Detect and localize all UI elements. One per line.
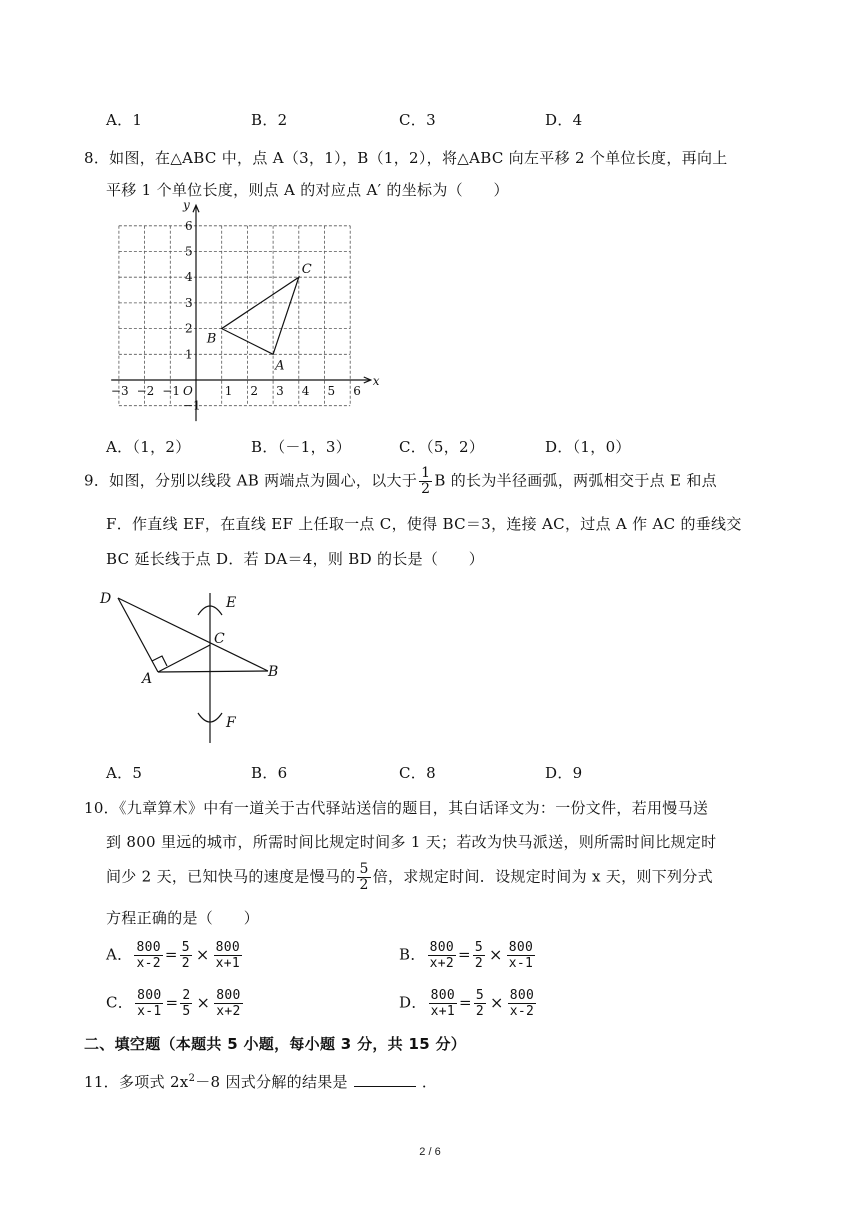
q7-option-a: A．1 xyxy=(106,111,143,129)
q11-line: 11．多项式 $2x^2-8$ 因式分解的结果是 ． xyxy=(84,1073,438,1091)
y-tick-label: 3 xyxy=(185,295,193,310)
label-a: A xyxy=(142,671,153,687)
q9-option-a: A．5 xyxy=(106,764,143,782)
point-label-a: A xyxy=(275,358,285,374)
section-2-heading: 二、填空题（本题共 5 小题，每小题 3 分，共 15 分） xyxy=(84,1035,467,1053)
q10-option-b: B． $\frac{800}{x+2}$ = $\frac{5}{2}$ × $\frac{800}{x-1}$ xyxy=(399,940,534,971)
y-tick-label: 5 xyxy=(185,244,193,259)
q8-option-d: D．（1，0） xyxy=(545,438,631,456)
triangle-abc xyxy=(222,277,299,354)
line-ab xyxy=(158,671,268,672)
label-b: B xyxy=(268,664,279,680)
x-tick-label: 3 xyxy=(276,384,284,398)
q10-option-d: D． $\frac{800}{x+1}$ = $\frac{5}{2}$ × $\frac{800}{x-2}$ xyxy=(399,988,535,1019)
q9-option-b: B．6 xyxy=(251,764,288,782)
q9-line3: BC 延长线于点 D．若 DA＝4，则 BD 的长是（ ） xyxy=(106,550,485,568)
q10-line1: 10．《九章算术》中有一道关于古代驿站送信的题目，其白话译文为：一份文件，若用慢马送 xyxy=(84,799,709,817)
q9-line1: 9．如图，分别以线段 AB 两端点为圆心，以大于 $\frac{1}{2}$ B 的长为半径画弧，两弧相交于点 E 和点 xyxy=(84,465,717,497)
y-axis-label: y xyxy=(183,198,190,213)
q8-coordinate-figure xyxy=(96,196,396,428)
x-tick-label: 4 xyxy=(301,384,310,398)
x-tick-label: −3 xyxy=(110,384,129,398)
q10-line4: 方程正确的是（ ） xyxy=(106,909,260,927)
y-tick-label: −1 xyxy=(183,398,201,413)
q7-option-d: D．4 xyxy=(545,111,583,129)
q10-line3: 间少 2 天，已知快马的速度是慢马的 $\frac{5}{2}$ 倍，求规定时间．设规定时间为 x 天，则下列分式 xyxy=(106,861,713,893)
y-tick-label: 4 xyxy=(185,270,193,285)
q8-option-a: A．（1，2） xyxy=(106,438,191,456)
q11-answer-blank[interactable] xyxy=(354,1072,416,1087)
x-axis-label: x xyxy=(372,374,380,388)
x-tick-label: 5 xyxy=(327,384,336,398)
q7-option-c: C．3 xyxy=(399,111,436,129)
y-tick-label: 2 xyxy=(185,321,193,336)
page-number: 2 / 6 xyxy=(419,1146,441,1158)
label-d: D xyxy=(100,591,112,607)
x-tick-label: O xyxy=(183,384,193,398)
x-tick-label: −1 xyxy=(162,384,181,398)
q9-geometry-figure xyxy=(96,585,296,750)
point-label-c: C xyxy=(301,262,312,278)
q10-line2: 到 800 里远的城市，所需时间比规定时间多 1 天；若改为快马派送，则所需时间比规定时 xyxy=(106,833,717,851)
q9-option-c: C．8 xyxy=(399,764,436,782)
q9-line2: F．作直线 EF，在直线 EF 上任取一点 C，使得 BC＝3，连接 AC，过点 A 作 AC 的垂线交 xyxy=(106,515,742,533)
q7-option-b: B．2 xyxy=(251,111,288,129)
y-tick-label: 1 xyxy=(185,347,193,362)
label-e: E xyxy=(226,595,237,611)
line-db xyxy=(118,598,268,671)
line-ac xyxy=(158,645,210,672)
label-f: F xyxy=(226,715,236,731)
q9-option-d: D．9 xyxy=(545,764,583,782)
q8-line1: 8．如图，在△ABC 中，点 A（3，1），B（1，2），将△ABC 向左平移 2 个单位长度，再向上 xyxy=(84,149,728,167)
x-tick-label: −2 xyxy=(136,384,155,398)
x-tick-label: 6 xyxy=(353,384,361,398)
label-c: C xyxy=(214,631,225,647)
x-tick-label: 2 xyxy=(250,384,259,398)
x-tick-label: 1 xyxy=(224,384,233,398)
q8-option-b: B．（－1，3） xyxy=(251,438,352,456)
point-label-b: B xyxy=(206,331,217,347)
q10-option-c: C． $\frac{800}{x-1}$ = $\frac{2}{5}$ × $\frac{800}{x+2}$ xyxy=(106,988,241,1019)
q10-option-a: A． $\frac{800}{x-2}$ = $\frac{5}{2}$ × $\frac{800}{x+1}$ xyxy=(106,940,240,971)
q8-option-c: C．（5，2） xyxy=(399,438,485,456)
q8-line2: 平移 1 个单位长度，则点 A 的对应点 A′ 的坐标为（ ） xyxy=(106,181,509,199)
y-tick-label: 6 xyxy=(185,218,193,233)
